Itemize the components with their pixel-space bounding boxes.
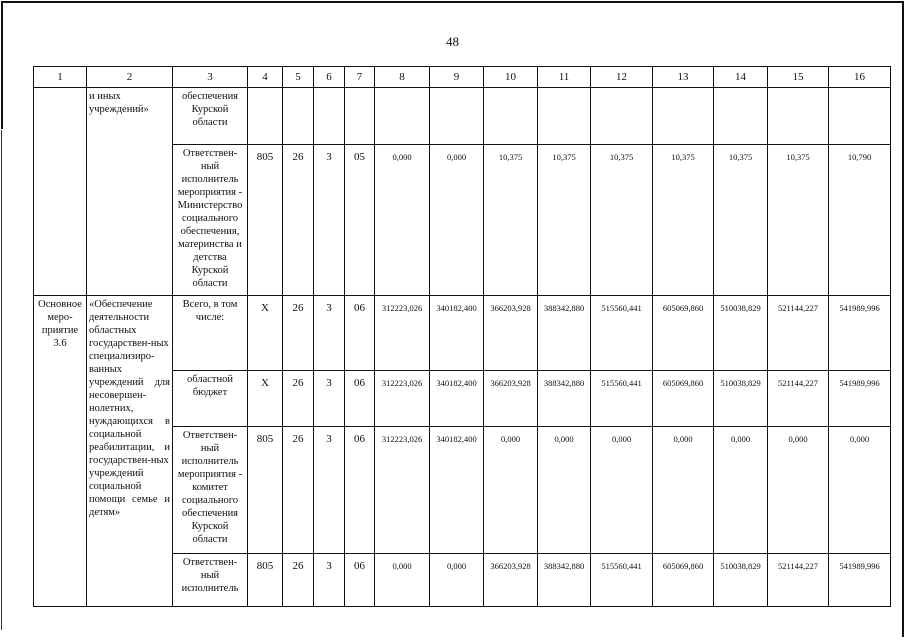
header-cell: 8 [375,67,430,88]
code-cell: 06 [345,296,375,371]
value-cell: 0,000 [653,427,714,554]
value-cell: 605069,860 [653,554,714,607]
page-number: 48 [446,34,459,49]
header-cell: 9 [430,67,484,88]
header-cell: 6 [314,67,345,88]
code-cell: 3 [314,427,345,554]
value-cell [375,88,430,145]
value-cell [653,88,714,145]
code-cell: X [248,296,283,371]
code-cell: 3 [314,371,345,427]
description-cell: «Обеспечение деятельности областных государствен-ных специализиро-ванных учреждений для несовершен-нолетних, нуждающихся в социальной реабилитации, и государствен-ных учреждений социальной помощи семье и детям» [87,296,173,607]
value-cell: 388342,880 [538,296,591,371]
value-cell [430,88,484,145]
executor-cell: Ответствен-ный исполнитель мероприятия - комитет социального обеспечения Курской области [173,427,248,554]
page-frame-top [2,1,903,3]
value-cell: 312223,026 [375,371,430,427]
code-cell: 05 [345,145,375,296]
code-cell: 3 [314,554,345,607]
value-cell: 521144,227 [768,554,829,607]
value-cell: 10,375 [484,145,538,296]
value-cell [591,88,653,145]
code-cell [345,88,375,145]
header-cell: 11 [538,67,591,88]
code-cell: 805 [248,145,283,296]
value-cell: 340182,400 [430,371,484,427]
header-cell: 13 [653,67,714,88]
page-frame-right [902,1,904,637]
value-cell: 0,000 [829,427,891,554]
header-row [34,67,891,88]
value-cell: 0,000 [768,427,829,554]
code-cell: 3 [314,296,345,371]
header-cell: 2 [87,67,173,88]
value-cell: 388342,880 [538,554,591,607]
code-cell: 805 [248,554,283,607]
value-cell: 515560,441 [591,554,653,607]
code-cell: 06 [345,554,375,607]
executor-cell: областной бюджет [173,371,248,427]
value-cell: 312223,026 [375,296,430,371]
page-frame-left [1,1,3,129]
value-cell: 0,000 [375,554,430,607]
code-cell: 06 [345,427,375,554]
value-cell: 10,790 [829,145,891,296]
value-cell: 366203,928 [484,371,538,427]
value-cell: 10,375 [768,145,829,296]
executor-cell: Ответствен-ный исполнитель мероприятия - Министерство социального обеспечения, материнства и детства Курской области [173,145,248,296]
header-cell: 12 [591,67,653,88]
header-cell: 1 [34,67,87,88]
budget-table [33,66,891,607]
code-cell: 06 [345,371,375,427]
value-cell: 0,000 [430,145,484,296]
measure-cell: Основное меро-приятие 3.6 [34,296,87,607]
value-cell: 0,000 [538,427,591,554]
executor-cell: Всего, в том числе: [173,296,248,371]
code-cell: 3 [314,145,345,296]
header-cell: 5 [283,67,314,88]
executor-cell: обеспечения Курской области [173,88,248,145]
header-cell: 3 [173,67,248,88]
value-cell: 515560,441 [591,371,653,427]
header-cell: 10 [484,67,538,88]
value-cell: 605069,860 [653,371,714,427]
value-cell [714,88,768,145]
value-cell: 340182,400 [430,296,484,371]
executor-cell: Ответствен-ный исполнитель [173,554,248,607]
value-cell: 366203,928 [484,554,538,607]
header-cell: 14 [714,67,768,88]
header-cell: 7 [345,67,375,88]
header-cell: 4 [248,67,283,88]
value-cell: 510038,829 [714,371,768,427]
value-cell: 10,375 [714,145,768,296]
table-row [34,88,891,145]
value-cell: 541989,996 [829,371,891,427]
value-cell: 388342,880 [538,371,591,427]
value-cell: 340182,400 [430,427,484,554]
table-row [34,296,891,371]
measure-cell [34,88,87,296]
value-cell: 0,000 [714,427,768,554]
value-cell [768,88,829,145]
value-cell: 515560,441 [591,296,653,371]
value-cell: 0,000 [375,145,430,296]
value-cell: 541989,996 [829,296,891,371]
value-cell: 510038,829 [714,296,768,371]
value-cell: 366203,928 [484,296,538,371]
value-cell: 541989,996 [829,554,891,607]
value-cell [484,88,538,145]
code-cell: 26 [283,371,314,427]
code-cell: X [248,371,283,427]
code-cell: 26 [283,427,314,554]
value-cell: 605069,860 [653,296,714,371]
value-cell: 10,375 [653,145,714,296]
value-cell [538,88,591,145]
value-cell: 312223,026 [375,427,430,554]
code-cell: 26 [283,554,314,607]
code-cell [314,88,345,145]
code-cell: 26 [283,296,314,371]
value-cell [829,88,891,145]
header-cell: 16 [829,67,891,88]
code-cell: 805 [248,427,283,554]
page-frame-left-lower [1,130,2,630]
value-cell: 510038,829 [714,554,768,607]
code-cell [248,88,283,145]
header-cell: 15 [768,67,829,88]
code-cell [283,88,314,145]
value-cell: 0,000 [484,427,538,554]
value-cell: 0,000 [591,427,653,554]
value-cell: 10,375 [538,145,591,296]
value-cell: 10,375 [591,145,653,296]
value-cell: 0,000 [430,554,484,607]
value-cell: 521144,227 [768,371,829,427]
description-cell: и иных учреждений» [87,88,173,296]
value-cell: 521144,227 [768,296,829,371]
code-cell: 26 [283,145,314,296]
